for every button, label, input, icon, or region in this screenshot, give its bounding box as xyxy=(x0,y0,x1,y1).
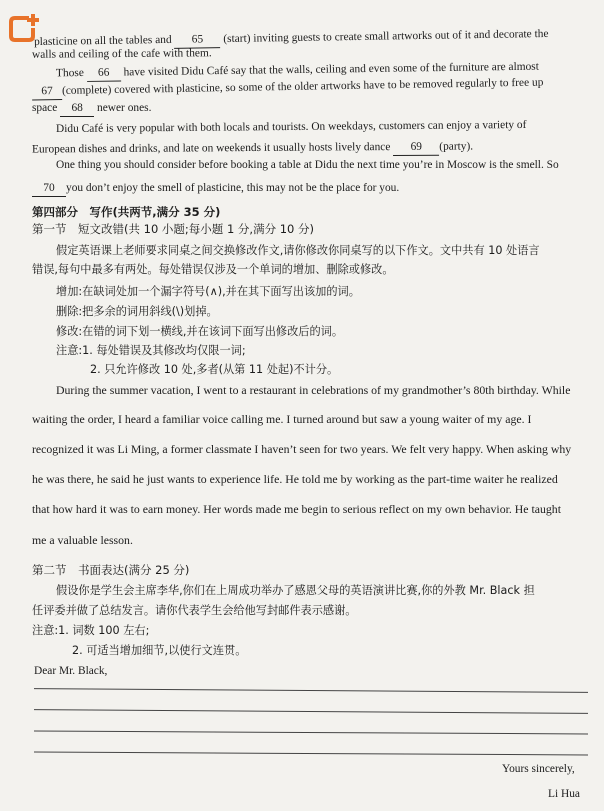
passage-line-2: walls and ceiling of the cafe with them. xyxy=(31,47,212,61)
section2-note-1: 注意:1. 词数 100 左右; xyxy=(32,624,150,637)
section2-note-2: 2. 可适当增加细节,以使行文连贯。 xyxy=(72,644,247,657)
note-1: 注意:1. 每处错误及其修改均仅限一词; xyxy=(56,344,246,357)
writing-line xyxy=(34,709,588,714)
essay-line-6: me a valuable lesson. xyxy=(32,533,133,547)
passage-line-3: Those 66 have visited Didu Café say that the walls, ceiling and even some of the furniture are almost xyxy=(56,60,539,83)
passage-line-1: plasticine on all the tables and 65 (start) inviting guests to create small artworks out of it and decorate the xyxy=(33,27,549,49)
passage-line-7: European dishes and drinks, and late on weekends it usually hosts lively dance 69 (party). xyxy=(31,140,474,156)
passage-line-4: 67 (complete) covered with plasticine, so some of the older artworks have to be removed regularly to free up xyxy=(32,76,544,101)
essay-line-2: waiting the order, I heard a familiar voice calling me. I turned around but saw a young waiter of my age. I xyxy=(32,412,532,426)
greeting: Dear Mr. Black, xyxy=(34,665,108,677)
section2-title: 第二节 书面表达(满分 25 分) xyxy=(32,563,190,577)
section1-instruction-2: 错误,每句中最多有两处。每处错误仅涉及一个单词的增加、删除或修改。 xyxy=(32,263,394,276)
blank-66: 66 xyxy=(87,65,121,81)
note-2: 2. 只允许修改 10 处,多者(从第 11 处起)不计分。 xyxy=(90,363,339,376)
blank-69: 69 xyxy=(393,140,439,156)
essay-line-5: that how hard it was to earn money. Her words made me begin to serious reflect on my own behavior. He taught xyxy=(32,502,561,516)
rule-add: 增加:在缺词处加一个漏字符号(∧),并在其下面写出该加的词。 xyxy=(56,285,360,298)
essay-line-4: he was there, he said he just wants to experience life. He told me by working as the part-time waiter he realized xyxy=(32,472,558,486)
signature: Li Hua xyxy=(548,788,580,800)
closing: Yours sincerely, xyxy=(502,763,575,775)
rule-delete: 删除:把多余的词用斜线(\)划掉。 xyxy=(56,305,218,318)
blank-65: 65 xyxy=(174,32,220,49)
section1-title: 第一节 短文改错(共 10 小题;每小题 1 分,满分 10 分) xyxy=(32,222,315,236)
blank-68: 68 xyxy=(60,101,94,117)
section1-instruction-1: 假定英语课上老师要求同桌之间交换修改作文,请你修改你同桌写的以下作文。文中共有 10 处语言 xyxy=(56,244,540,257)
part4-title: 第四部分 写作(共两节,满分 35 分) xyxy=(32,205,221,219)
passage-line-8: One thing you should consider before booking a table at Didu the next time you’re in Moscow is the smell. So xyxy=(56,159,559,171)
writing-line xyxy=(34,752,588,756)
passage-line-5: space 68 newer ones. xyxy=(32,101,151,117)
writing-line xyxy=(34,688,588,693)
essay-line-1: During the summer vacation, I went to a restaurant in celebrations of my grandmother’s 80th birthday. While xyxy=(56,383,571,397)
writing-line xyxy=(34,731,588,735)
section2-prompt-1: 假设你是学生会主席李华,你们在上周成功举办了感恩父母的英语演讲比赛,你的外教 Mr. Black 担 xyxy=(56,584,535,597)
essay-line-3: recognized it was Li Ming, a former classmate I haven’t seen for two years. We felt very happy. When asking why xyxy=(32,442,572,456)
rule-modify: 修改:在错的词下划一横线,并在该词下面写出修改后的词。 xyxy=(56,325,344,338)
section2-prompt-2: 任评委并做了总结发言。请你代表学生会给他写封邮件表示感谢。 xyxy=(32,604,357,617)
blank-67: 67 xyxy=(32,84,62,101)
passage-line-6: Didu Café is very popular with both locals and tourists. On weekdays, customers can enjoy a variety of xyxy=(55,118,527,136)
blank-70: 70 xyxy=(32,181,66,197)
passage-line-9: 70 you don’t enjoy the smell of plasticine, this may not be the place for you. xyxy=(32,181,399,197)
